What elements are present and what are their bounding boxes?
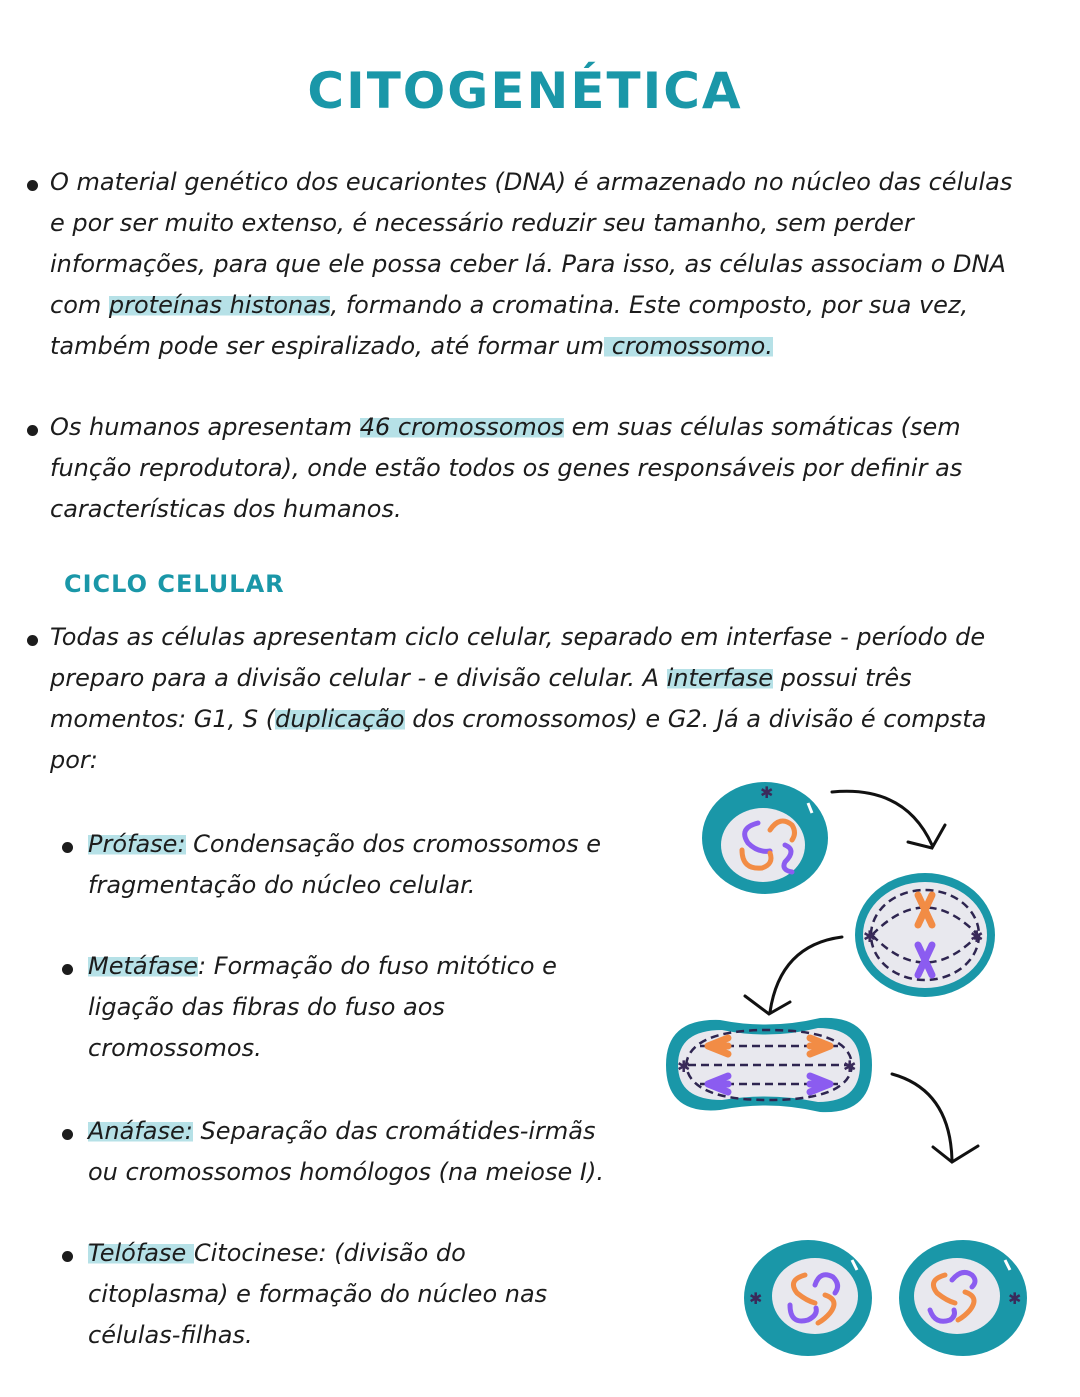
- svg-text:✱: ✱: [677, 1057, 691, 1076]
- text-segment: preparo para a divisão celular - e divisão celular. A: [50, 664, 667, 692]
- arrow-icon: [892, 1074, 978, 1162]
- text-segment: momentos: G1, S (: [50, 705, 276, 733]
- text-segment: também pode ser espiralizado, até formar um: [50, 332, 605, 360]
- text-segment: fragmentação do núcleo celular.: [88, 871, 476, 899]
- svg-text:✱: ✱: [970, 927, 984, 946]
- text-segment: ou cromossomos homólogos (na meiose I).: [88, 1158, 604, 1186]
- cell-metaphase: [855, 873, 995, 997]
- cell-daughter-left: [744, 1240, 872, 1356]
- text-segment: por:: [50, 746, 98, 774]
- text-segment: cromossomos.: [88, 1034, 262, 1062]
- text-segment: informações, para que ele possa ceber lá. Para isso, as células associam o DNA: [50, 250, 1006, 278]
- arrow-icon: [832, 791, 945, 848]
- text-segment: dos cromossomos) e G2. Já a divisão é compsta: [404, 705, 987, 733]
- text-segment: ligação das fibras do fuso aos: [88, 993, 445, 1021]
- highlighted-term: cromossomo.: [604, 332, 773, 360]
- page-title: CITOGENÉTICA: [307, 62, 743, 120]
- text-segment: O material genético dos eucariontes (DNA) é armazenado no núcleo das células: [50, 168, 1013, 196]
- text-segment: características dos humanos.: [50, 495, 402, 523]
- text-segment: com: [50, 291, 109, 319]
- highlighted-term: Prófase:: [88, 830, 186, 858]
- svg-text:✱: ✱: [760, 783, 774, 802]
- text-segment: : Formação do fuso mitótico e: [198, 952, 557, 980]
- highlighted-term: duplicação: [275, 705, 405, 733]
- text-segment: células-filhas.: [88, 1321, 253, 1349]
- text-segment: citoplasma) e formação do núcleo nas: [88, 1280, 548, 1308]
- cell-daughter-right: [899, 1240, 1027, 1356]
- svg-text:✱: ✱: [749, 1289, 763, 1308]
- text-segment: e por ser muito extenso, é necessário reduzir seu tamanho, sem perder: [50, 209, 914, 237]
- highlighted-term: Telófase: [88, 1239, 194, 1267]
- svg-text:✱: ✱: [843, 1057, 857, 1076]
- text-segment: Todas as células apresentam ciclo celular, separado em interfase - período de: [50, 623, 986, 651]
- cell-interphase: [702, 782, 828, 894]
- section-title: CICLO CELULAR: [64, 570, 285, 598]
- cell-anaphase: [666, 1018, 872, 1112]
- text-segment: Citocinese: (divisão do: [193, 1239, 466, 1267]
- text-segment: possui três: [773, 664, 912, 692]
- highlighted-term: Anáfase:: [88, 1117, 193, 1145]
- text-segment: Condensação dos cromossomos e: [185, 830, 601, 858]
- text-segment: , formando a cromatina. Este composto, por sua vez,: [330, 291, 969, 319]
- highlighted-term: Metáfase: [88, 952, 199, 980]
- text-segment: função reprodutora), onde estão todos os genes responsáveis por definir as: [50, 454, 963, 482]
- text-segment: Separação das cromátides-irmãs: [192, 1117, 596, 1145]
- highlighted-term: 46 cromossomos: [359, 413, 564, 441]
- svg-text:✱: ✱: [1008, 1289, 1022, 1308]
- highlighted-term: interfase: [666, 664, 773, 692]
- arrow-icon: [745, 937, 842, 1014]
- text-segment: em suas células somáticas (sem: [563, 413, 961, 441]
- highlighted-term: proteínas histonas: [108, 291, 331, 319]
- svg-text:✱: ✱: [863, 927, 877, 946]
- text-segment: Os humanos apresentam: [50, 413, 360, 441]
